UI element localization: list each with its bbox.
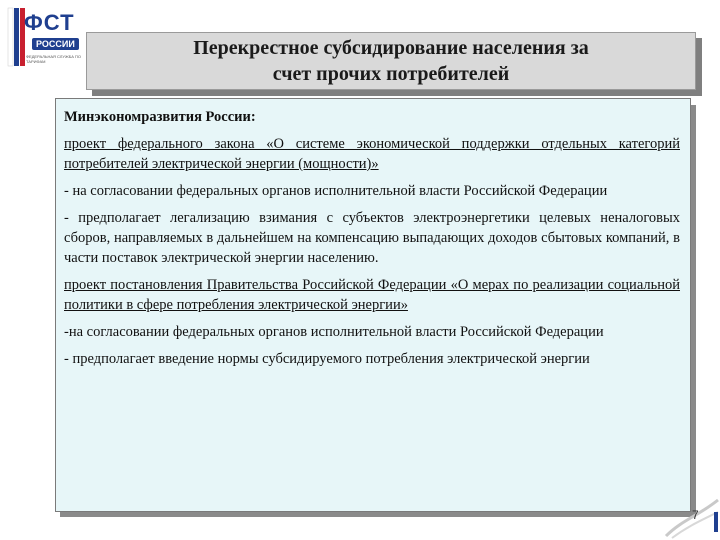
content-box bbox=[55, 98, 691, 512]
item2-title: проект постановления Правительства Российской Федерации «О мерах по реализации социальной политики в сфере потребления электрической энергии» bbox=[64, 277, 680, 313]
item2-status: -на согласовании федеральных органов исполнительной власти Российской Федерации bbox=[64, 324, 604, 340]
fst-logo bbox=[6, 4, 86, 74]
slide-title: Перекрестное субсидирование населения за счет прочих потребителей bbox=[193, 37, 589, 85]
item1-description: - предполагает легализацию взимания с субъектов электроэнергетики целевых неналоговых сборов, направляемых в дальнейшем на компенсацию выпадающих доходов сбытовых компаний, в части поставок электрической энергии населению. bbox=[64, 210, 680, 266]
item2-description: - предполагает введение нормы субсидируемого потребления электрической энергии bbox=[64, 351, 590, 367]
side-accent-bar bbox=[714, 512, 718, 532]
content-heading: Минэкономразвития России: bbox=[64, 109, 256, 125]
logo-caption: ФЕДЕРАЛЬНАЯ СЛУЖБА ПО ТАРИФАМ bbox=[26, 54, 81, 64]
decorative-swirl-icon bbox=[662, 470, 720, 540]
logo-name: ФСТ bbox=[24, 10, 75, 35]
title-box bbox=[86, 32, 696, 90]
page-number: 7 bbox=[692, 508, 699, 522]
logo-sub: РОССИИ bbox=[32, 38, 79, 50]
item1-status: - на согласовании федеральных органов исполнительной власти Российской Федерации bbox=[64, 183, 608, 199]
item1-title: проект федерального закона «О системе экономической поддержки отдельных категорий потребителей электрической энергии (мощности)» bbox=[64, 136, 680, 172]
